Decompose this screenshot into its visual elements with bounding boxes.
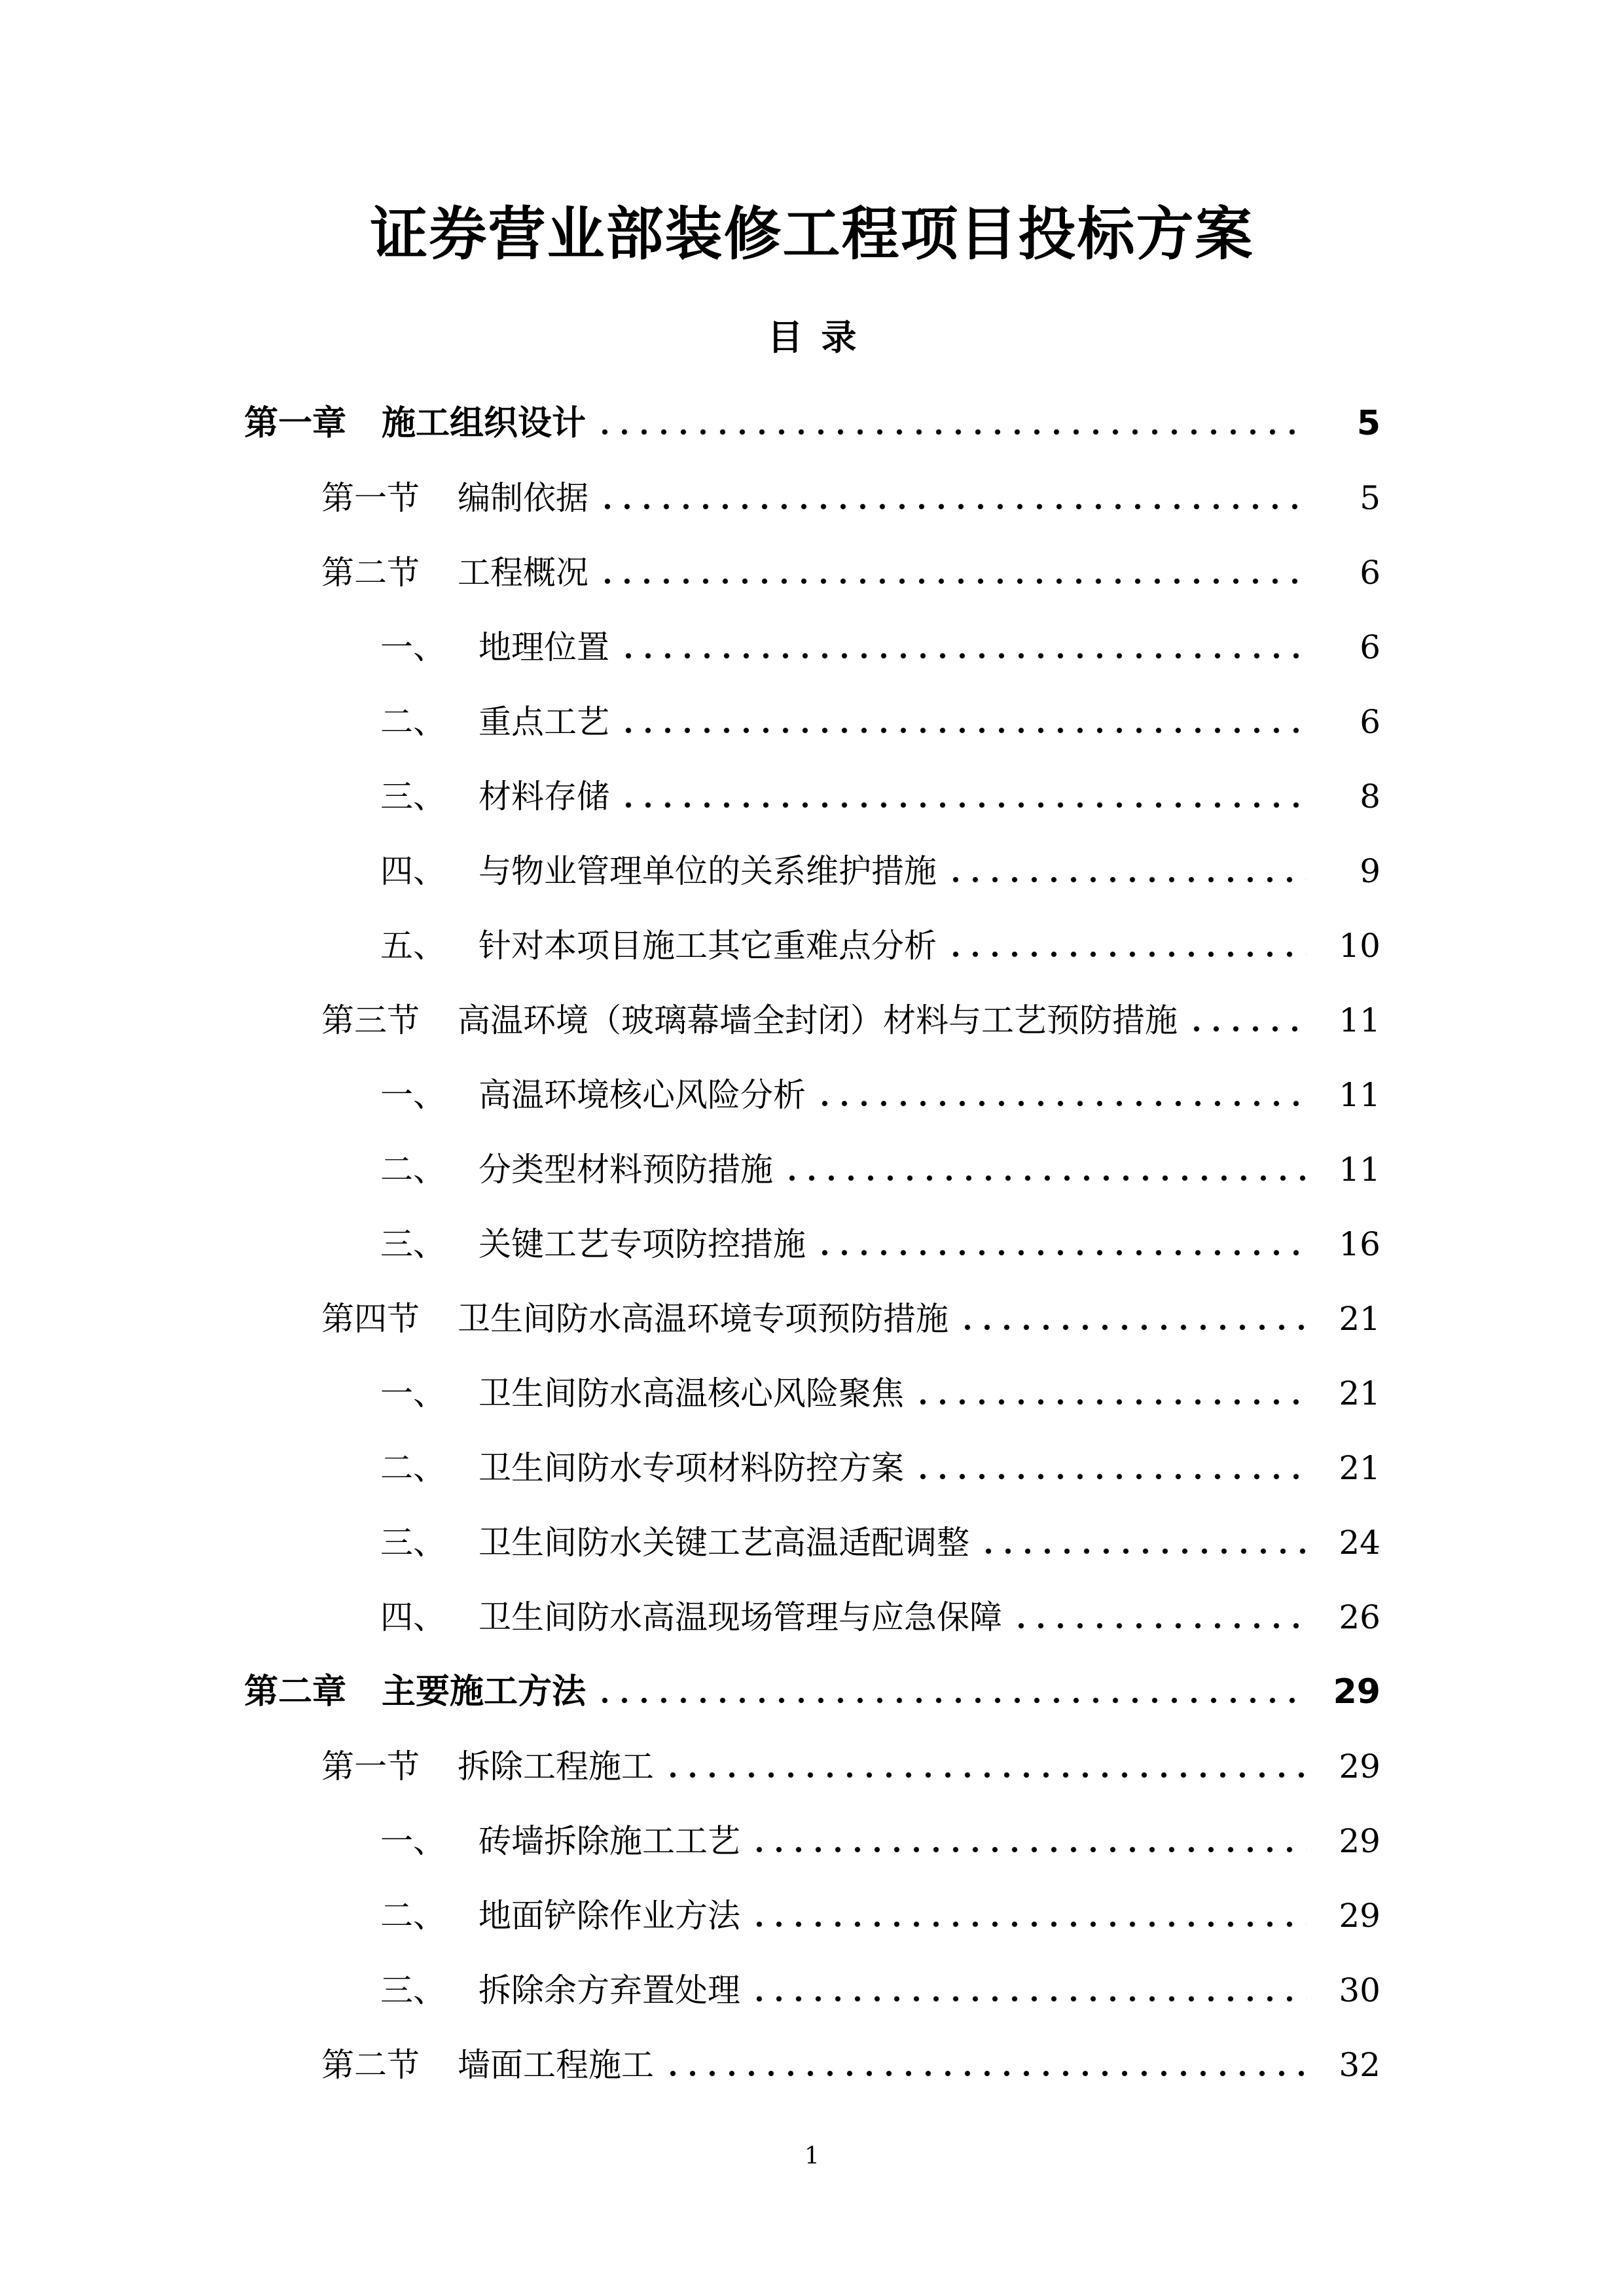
toc-entry[interactable] [0,1282,1624,1356]
toc-entry-number: 一、 [380,1374,446,1412]
toc-entry-page: 21 [1339,1374,1380,1412]
toc-entry-page: 29 [1339,1748,1380,1785]
toc-entry[interactable] [0,461,1624,535]
toc-entry-title: 地理位置 [478,628,609,666]
toc-dot-leader [815,1246,1307,1259]
toc-entry[interactable] [0,1132,1624,1207]
toc-dot-leader [946,873,1307,886]
toc-entry-page: 11 [1339,1076,1380,1114]
toc-entry[interactable] [0,2028,1624,2102]
toc-entry-number: 第二节 [321,2046,420,2084]
toc-entry-number: 二、 [380,1897,446,1935]
toc-entry-title: 高温环境（玻璃幕墙全封闭）材料与工艺预防措施 [458,1001,1178,1039]
toc-dot-leader [595,425,1307,439]
table-of-contents [0,386,1624,2102]
toc-dot-leader [958,1321,1307,1334]
toc-entry-title: 主要施工方法 [382,1672,586,1712]
toc-entry-page: 8 [1360,778,1380,816]
toc-entry-title: 拆除工程施工 [458,1748,654,1785]
toc-entry-page: 16 [1339,1225,1380,1263]
toc-entry-title: 工程概况 [458,554,588,592]
toc-dot-leader [913,1395,1307,1408]
toc-entry-title: 拆除余方弃置处理 [478,1971,740,2009]
toc-entry-title: 关键工艺专项防控措施 [478,1225,806,1263]
toc-dot-leader [749,1843,1307,1856]
toc-dot-leader [749,1918,1307,1931]
toc-entry-title: 重点工艺 [478,703,609,741]
toc-entry-number: 第二节 [321,554,420,592]
toc-entry-page: 24 [1339,1524,1380,1562]
toc-entry-number: 四、 [380,1598,446,1636]
toc-entry-page: 30 [1339,1971,1380,2009]
toc-entry-page: 29 [1339,1822,1380,1860]
toc-entry-number: 第三节 [321,1001,420,1039]
toc-entry-number: 二、 [380,1449,446,1487]
toc-entry-number: 二、 [380,1151,446,1189]
toc-entry-number: 第二章 [244,1672,347,1712]
toc-entry-page: 32 [1339,2046,1380,2084]
toc-entry-page: 6 [1360,703,1380,741]
toc-entry[interactable] [0,834,1624,908]
toc-entry-page: 21 [1339,1449,1380,1487]
toc-entry-number: 第一节 [321,479,420,517]
toc-dot-leader [663,2067,1307,2080]
toc-entry[interactable] [0,759,1624,834]
toc-entry-page: 26 [1339,1598,1380,1636]
toc-entry-page: 29 [1339,1897,1380,1935]
toc-entry[interactable] [0,1058,1624,1132]
toc-dot-leader [782,1172,1307,1185]
toc-entry-page: 5 [1356,404,1380,443]
toc-entry-number: 二、 [380,703,446,741]
toc-heading [0,312,1624,364]
toc-entry-page: 6 [1360,554,1380,592]
toc-entry[interactable] [0,908,1624,983]
toc-entry-title: 施工组织设计 [382,404,586,443]
toc-entry-page: 29 [1333,1672,1380,1712]
toc-entry-title: 材料存储 [478,778,609,816]
toc-entry[interactable] [0,535,1624,610]
toc-entry-page: 11 [1339,1001,1380,1039]
toc-entry[interactable] [0,1356,1624,1431]
toc-dot-leader [946,948,1307,961]
toc-entry-title: 与物业管理单位的关系维护措施 [478,852,937,890]
toc-entry-title: 卫生间防水高温现场管理与应急保障 [478,1598,1002,1636]
toc-entry-title: 墙面工程施工 [458,2046,654,2084]
toc-entry-page: 21 [1339,1300,1380,1338]
toc-entry-page: 9 [1360,852,1380,890]
toc-entry-title: 卫生间防水专项材料防控方案 [478,1449,904,1487]
toc-dot-leader [749,1992,1307,2005]
toc-heading-part1: 目 [767,317,803,358]
toc-entry-number: 四、 [380,852,446,890]
toc-entry-title: 编制依据 [458,479,588,517]
toc-entry-number: 三、 [380,1524,446,1562]
toc-entry[interactable] [0,1953,1624,2028]
toc-entry[interactable] [0,1655,1624,1729]
toc-dot-leader [619,724,1307,737]
document-title: 证券营业部装修工程项目投标方案 [370,200,1254,268]
toc-entry-title: 卫生间防水关键工艺高温适配调整 [478,1524,969,1562]
toc-entry-number: 三、 [380,1225,446,1263]
toc-entry[interactable] [0,1207,1624,1282]
toc-entry[interactable] [0,386,1624,461]
toc-entry[interactable] [0,983,1624,1058]
toc-entry-title: 分类型材料预防措施 [478,1151,773,1189]
toc-dot-leader [663,1768,1307,1782]
toc-entry-number: 三、 [380,778,446,816]
toc-entry[interactable] [0,685,1624,759]
toc-entry-title: 卫生间防水高温核心风险聚焦 [478,1374,904,1412]
toc-entry-page: 5 [1360,479,1380,517]
toc-entry-number: 五、 [380,927,446,965]
toc-entry-page: 11 [1339,1151,1380,1189]
toc-entry[interactable] [0,1431,1624,1505]
toc-dot-leader [979,1545,1307,1558]
toc-entry-page: 6 [1360,628,1380,666]
toc-entry-number: 第四节 [321,1300,420,1338]
toc-entry[interactable] [0,610,1624,685]
toc-entry[interactable] [0,1580,1624,1655]
toc-entry-number: 一、 [380,628,446,666]
page-number: 1 [804,2143,820,2170]
toc-entry-page: 10 [1339,927,1380,965]
toc-dot-leader [598,500,1307,513]
toc-entry-number: 一、 [380,1076,446,1114]
toc-entry-title: 地面铲除作业方法 [478,1897,740,1935]
toc-entry-title: 针对本项目施工其它重难点分析 [478,927,937,965]
toc-heading-part2: 录 [821,317,857,358]
toc-dot-leader [598,575,1307,588]
toc-entry-number: 一、 [380,1822,446,1860]
toc-dot-leader [1187,1022,1307,1035]
toc-dot-leader [619,798,1307,812]
toc-entry[interactable] [0,1729,1624,1804]
toc-entry-number: 第一节 [321,1748,420,1785]
toc-dot-leader [815,1097,1307,1110]
toc-dot-leader [1011,1619,1307,1632]
toc-entry-number: 三、 [380,1971,446,2009]
toc-entry-number: 第一章 [244,404,347,443]
toc-dot-leader [913,1470,1307,1483]
toc-entry-title: 砖墙拆除施工工艺 [478,1822,740,1860]
toc-entry[interactable] [0,1804,1624,1878]
toc-entry[interactable] [0,1505,1624,1580]
toc-dot-leader [619,649,1307,662]
toc-dot-leader [595,1694,1307,1707]
toc-entry-title: 高温环境核心风险分析 [478,1076,806,1114]
toc-entry[interactable] [0,1878,1624,1953]
toc-entry-title: 卫生间防水高温环境专项预防措施 [458,1300,948,1338]
